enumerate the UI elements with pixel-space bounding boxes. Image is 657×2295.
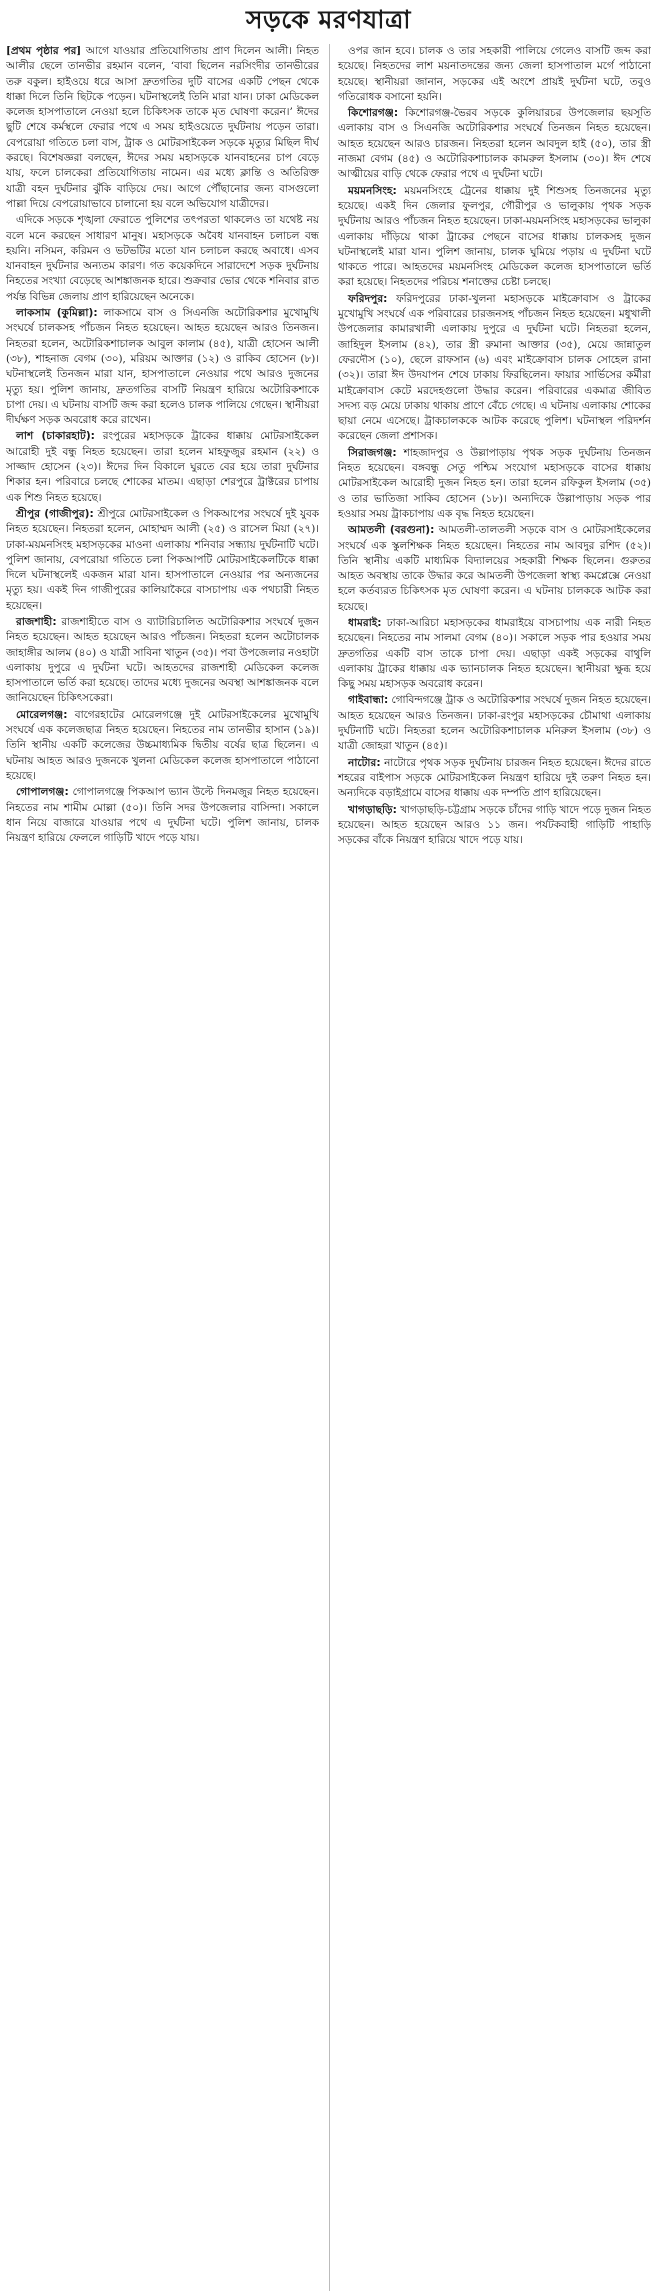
paragraph-text: গোপালগঞ্জে পিকআপ ভ্যান উল্টে দিনমজুর নিহত হয়েছেন। নিহতের নাম শামীম মোল্লা (৫০)। তিনি সদর উপজেলার বাসিন্দা। সকালে ধান নিয়ে বাজারে যাওয়ার পথে এ দুর্ঘটনা ঘটে। পুলিশ জানায়, চালক নিয়ন্ত্রণ হারিয়ে ফেললে গাড়িটি খাদে পড়ে যায়। bbox=[6, 786, 319, 845]
paragraph bbox=[6, 785, 319, 846]
paragraph bbox=[6, 429, 319, 505]
paragraph bbox=[338, 756, 651, 802]
paragraph-text: আমতলী-তালতলী সড়কে বাস ও মোটরসাইকেলের সংঘর্ষে এক স্কুলশিক্ষক নিহত হয়েছেন। নিহতের নাম আবদুর রশিদ (৫২)। তিনি স্থানীয় একটি মাধ্যমিক বিদ্যালয়ের সহকারী শিক্ষক ছিলেন। গুরুতর আহত অবস্থায় তাকে উদ্ধার করে আমতলী উপজেলা স্বাস্থ্য কমপ্লেক্সে নেওয়া হলে কর্তব্যরত চিকিৎসক মৃত ঘোষণা করেন। এ ঘটনায় চালককে আটক করা হয়েছে। bbox=[338, 524, 651, 613]
district-dateline: গোপালগঞ্জ: bbox=[16, 786, 69, 799]
district-dateline: সিরাজগঞ্জ: bbox=[348, 446, 397, 459]
district-dateline: মোরেলগঞ্জ: bbox=[16, 708, 68, 721]
paragraph bbox=[6, 213, 319, 305]
district-dateline: ফরিদপুর: bbox=[348, 292, 388, 305]
district-dateline: খাগড়াছড়ি: bbox=[348, 803, 397, 816]
paragraph bbox=[338, 44, 651, 105]
paragraph-text: ময়মনসিংহে ট্রেনের ধাক্কায় দুই শিশুসহ তিনজনের মৃত্যু হয়েছে। একই দিন জেলার ফুলপুর, গৌরীপুর ও ভালুকায় পৃথক সড়ক দুর্ঘটনায় আরও পাঁচজন নিহত হয়েছেন। ঢাকা-ময়মনসিংহ মহাসড়কের ভালুকা এলাকায় দাঁড়িয়ে থাকা ট্রাকের পেছনে বাসের ধাক্কায় চালকসহ দুজন ঘটনাস্থলেই মারা যান। পুলিশ জানায়, চালক ঘুমিয়ে পড়ায় এ দুর্ঘটনা ঘটে থাকতে পারে। আহতদের ময়মনসিংহ মেডিকেল কলেজ হাসপাতালে ভর্তি করা হয়েছে। নিহতদের পরিচয় শনাক্তের চেষ্টা চলছে। bbox=[338, 184, 651, 289]
paragraph bbox=[6, 44, 319, 212]
continuation-label: [প্রথম পৃষ্ঠার পর] bbox=[6, 45, 82, 57]
district-dateline: কিশোরগঞ্জ: bbox=[348, 107, 399, 120]
district-dateline: নাটোর: bbox=[348, 756, 381, 769]
paragraph bbox=[6, 306, 319, 428]
district-dateline: শ্রীপুর (গাজীপুর): bbox=[16, 507, 94, 520]
paragraph-text: ফরিদপুরের ঢাকা-খুলনা মহাসড়কে মাইক্রোবাস ও ট্রাকের মুখোমুখি সংঘর্ষে এক পরিবারের চারজনসহ পাঁচজন নিহত হয়েছেন। মধুখালী উপজেলার কামারখালী এলাকায় দুপুরে এ দুর্ঘটনা ঘটে। নিহতরা হলেন, জাহিদুল ইসলাম (৪২), তার স্ত্রী রুমানা আক্তার (৩৫), মেয়ে জান্নাতুল ফেরদৌস (১০), ছেলে রাফসান (৬) এবং মাইক্রোবাস চালক সোহেল রানা (৩২)। তারা ঈদ উদযাপন শেষে ঢাকায় ফিরছিলেন। ফায়ার সার্ভিসের কর্মীরা মাইক্রোবাস কেটে মরদেহগুলো উদ্ধার করেন। পরিবারের একমাত্র জীবিত সদস্য বড় মেয়ে ঢাকায় থাকায় প্রাণে বেঁচে গেছে। এ ঘটনায় এলাকায় শোকের ছায়া নেমে এসেছে। ট্রাকচালককে আটক করেছে পুলিশ। ঘটনাস্থল পরিদর্শন করেছেন জেলা প্রশাসক। bbox=[338, 292, 651, 443]
paragraph bbox=[338, 693, 651, 754]
district-dateline: গাইবান্ধা: bbox=[348, 694, 389, 707]
article-body bbox=[6, 44, 651, 2291]
paragraph bbox=[6, 507, 319, 614]
paragraph-text: খাগড়াছড়ি-চট্টগ্রাম সড়কে চাঁদের গাড়ি খাদে পড়ে দুজন নিহত হয়েছেন। আহত হয়েছেন আরও ১১ জন। পর্যটকবাহী গাড়িটি পাহাড়ি সড়কের বাঁকে নিয়ন্ত্রণ হারিয়ে খাদে পড়ে যায়। bbox=[338, 803, 651, 847]
paragraph-text: গোবিন্দগঞ্জে ট্রাক ও অটোরিকশার সংঘর্ষে দুজন নিহত হয়েছেন। আহত হয়েছেন আরও তিনজন। ঢাকা-রংপুর মহাসড়কের চৌমাথা এলাকায় দুর্ঘটনাটি ঘটে। নিহতরা হলেন অটোরিকশাচালক মনিরুল ইসলাম (৩৮) ও যাত্রী জোহরা খাতুন (৪৫)। bbox=[338, 694, 651, 753]
paragraph-text: ঢাকা-আরিচা মহাসড়কের ধামরাইয়ে বাসচাপায় এক নারী নিহত হয়েছেন। নিহতের নাম সালমা বেগম (৪০)। সকালে সড়ক পার হওয়ার সময় দ্রুতগতির একটি বাস তাকে চাপা দেয়। এছাড়া একই সড়কের বাথুলি এলাকায় ট্রাকের ধাক্কায় এক ভ্যানচালক নিহত হয়েছেন। স্থানীয়রা ক্ষুব্ধ হয়ে কিছু সময় মহাসড়ক অবরোধ করেন। bbox=[338, 616, 651, 691]
paragraph-text: রংপুরের মহাসড়কে ট্রাকের ধাক্কায় মোটরসাইকেল আরোহী দুই বন্ধু নিহত হয়েছেন। তারা হলেন মাহফুজুর রহমান (২২) ও সাজ্জাদ হোসেন (২৩)। ঈদের দিন বিকালে ঘুরতে বের হয়ে তারা দুর্ঘটনার শিকার হন। পরিবারে চলছে শোকের মাতম। এছাড়া শেরপুরে ট্রাক্টরের চাপায় এক শিশু নিহত হয়েছে। bbox=[6, 430, 319, 504]
column-left bbox=[6, 44, 319, 2291]
paragraph-text: শ্রীপুরে মোটরসাইকেল ও পিকআপের সংঘর্ষে দুই যুবক নিহত হয়েছেন। নিহতরা হলেন, মোহাম্মদ আলী (২৫) ও রাসেল মিয়া (২৭)। ঢাকা-ময়মনসিংহ মহাসড়কের মাওনা এলাকায় শনিবার সন্ধ্যায় দুর্ঘটনাটি ঘটে। পুলিশ জানায়, বেপরোয়া গতিতে চলা পিকআপটি মোটরসাইকেলটিকে ধাক্কা দিলে ঘটনাস্থলেই একজন মারা যান। হাসপাতালে নেওয়ার পর অন্যজনের মৃত্যু হয়। একই দিন গাজীপুরের কালিয়াকৈরে বাসচাপায় এক পথচারী নিহত হয়েছেন। bbox=[6, 507, 319, 612]
paragraph-text: লাকসামে বাস ও সিএনজি অটোরিকশার মুখোমুখি সংঘর্ষে চালকসহ পাঁচজন নিহত হয়েছেন। আহত হয়েছেন আরও তিনজন। নিহতরা হলেন, অটোরিকশাচালক আবুল কালাম (৪৫), যাত্রী হোসেন আলী (৩৮), শাহনাজ বেগম (৩০), মরিয়ম আক্তার (১২) ও রাকিব হোসেন (৮)। ঘটনাস্থলেই তিনজন মারা যান, হাসপাতালে নেওয়ার পথে আরও দুজনের মৃত্যু হয়। পুলিশ জানায়, দ্রুতগতির বাসটি নিয়ন্ত্রণ হারিয়ে অটোরিকশাকে চাপা দেয়। এ ঘটনায় বাসটি জব্দ করা হলেও চালক পালিয়ে গেছেন। স্থানীয়রা দীর্ঘক্ষণ সড়ক অবরোধ করে রাখেন। bbox=[6, 307, 319, 427]
district-dateline: ময়মনসিংহ: bbox=[348, 184, 397, 197]
paragraph bbox=[338, 616, 651, 692]
paragraph-text: ওপর জান হবে। চালক ও তার সহকারী পালিয়ে গেলেও বাসটি জব্দ করা হয়েছে। নিহতদের লাশ ময়নাতদন্তের জন্য জেলা হাসপাতাল মর্গে পাঠানো হয়েছে। স্থানীয়রা জানান, সড়কের এই অংশে প্রায়ই দুর্ঘটনা ঘটে, তবুও গতিরোধক বসানো হয়নি। bbox=[338, 45, 651, 103]
district-dateline: রাজশাহী: bbox=[16, 615, 57, 628]
paragraph-text: রাজশাহীতে বাস ও ব্যাটারিচালিত অটোরিকশার সংঘর্ষে দুজন নিহত হয়েছেন। আহত হয়েছেন আরও পাঁচজন। নিহতরা হলেন অটোচালক জাহাঙ্গীর আলম (৪০) ও যাত্রী সাবিনা খাতুন (৩৫)। পবা উপজেলার নওহাটা এলাকায় দুপুরে এ দুর্ঘটনা ঘটে। আহতদের রাজশাহী মেডিকেল কলেজ হাসপাতালে ভর্তি করা হয়েছে। তাদের মধ্যে দুজনের অবস্থা আশঙ্কাজনক বলে জানিয়েছেন চিকিৎসকেরা। bbox=[6, 615, 319, 705]
paragraph-text: বাগেরহাটের মোরেলগঞ্জে দুই মোটরসাইকেলের মুখোমুখি সংঘর্ষে এক কলেজছাত্র নিহত হয়েছেন। নিহতের নাম তানভীর হাসান (১৯)। তিনি স্থানীয় একটি কলেজের উচ্চমাধ্যমিক দ্বিতীয় বর্ষের ছাত্র ছিলেন। এ ঘটনায় আহত আরও দুজনকে খুলনা মেডিকেল কলেজ হাসপাতালে পাঠানো হয়েছে। bbox=[6, 708, 319, 782]
paragraph-text: আগে যাওয়ার প্রতিযোগিতায় প্রাণ দিলেন আলী। নিহত আলীর ছেলে তানভীর রহমান বলেন, ‘বাবা ছিলেন নরসিংদীর তানভীরের তরু বকুল। হাইওয়ে ধরে আসা দ্রুতগতির দুটি বাসের একটি পেছন থেকে ধাক্কা দিলে তিনি ছিটকে পড়েন। ঘটনাস্থলেই তিনি মারা যান। ঢাকা মেডিকেল কলেজ হাসপাতালে নেওয়া হলে চিকিৎসক তাকে মৃত ঘোষণা করেন।’ ঈদের ছুটি শেষে কর্মস্থলে ফেরার পথে এ সময় হাইওয়েতে দুর্ঘটনায় পড়েন তারা। বেপরোয়া গতিতে চলা বাস, ট্রাক ও মোটরসাইকেল সড়কে মৃত্যুর মিছিল দীর্ঘ করছে। বিশেষজ্ঞরা বলছেন, ঈদের সময় মহাসড়কে যানবাহনের চাপ বেড়ে যায়, ফলে চালকেরা প্রতিযোগিতায় নামেন। এর মধ্যে ক্লান্তি ও অতিরিক্ত যাত্রী বহন দুর্ঘটনার ঝুঁকি বাড়িয়ে দেয়। আগে পৌঁছানোর জন্য বাসগুলো পাল্লা দিয়ে বেপরোয়াভাবে চালানো হয় বলে অভিযোগ যাত্রীদের। bbox=[6, 45, 319, 210]
paragraph bbox=[338, 523, 651, 615]
paragraph bbox=[338, 292, 651, 445]
paragraph bbox=[6, 708, 319, 784]
paragraph bbox=[338, 803, 651, 849]
district-dateline: ধামরাই: bbox=[348, 616, 382, 629]
paragraph-text: কিশোরগঞ্জ-ভৈরব সড়কে কুলিয়ারচর উপজেলার ছয়সূতি এলাকায় বাস ও সিএনজি অটোরিকশার সংঘর্ষে তিনজন নিহত হয়েছেন। আহত হয়েছেন আরও চারজন। নিহতরা হলেন আবদুল হাই (৫০), তার স্ত্রী নাজমা বেগম (৪৫) ও অটোরিকশাচালক কামরুল ইসলাম (৩০)। ঈদ শেষে আত্মীয়ের বাড়ি থেকে ফেরার পথে এ দুর্ঘটনা ঘটে। bbox=[338, 107, 651, 181]
paragraph bbox=[338, 184, 651, 291]
district-dateline: লাকসাম (কুমিল্লা): bbox=[16, 307, 98, 320]
headline: সড়কে মরণযাত্রা bbox=[245, 5, 412, 34]
paragraph-text: নাটোরে পৃথক সড়ক দুর্ঘটনায় চারজন নিহত হয়েছেন। ঈদের রাতে শহরের বাইপাস সড়কে মোটরসাইকেল নিয়ন্ত্রণ হারিয়ে দুই তরুণ নিহত হন। অন্যদিকে বড়াইগ্রামে বাসের ধাক্কায় এক দম্পতি প্রাণ হারিয়েছেন। bbox=[338, 756, 651, 800]
district-dateline: আমতলী (বরগুনা): bbox=[348, 524, 435, 537]
district-dateline: লাশ (চাকারহাট): bbox=[16, 430, 95, 443]
paragraph-text: এদিকে সড়কে শৃঙ্খলা ফেরাতে পুলিশের তৎপরতা থাকলেও তা যথেষ্ট নয় বলে মনে করছেন সাধারণ মানুষ। মহাসড়কে অবৈধ যানবাহন চলাচল বন্ধ হয়নি। নসিমন, করিমন ও ভটভটির মতো যান চলাচল করছে অবাধে। এসব যানবাহন দুর্ঘটনার অন্যতম কারণ। গত কয়েকদিনে সারাদেশে সড়ক দুর্ঘটনায় নিহতের সংখ্যা বেড়েছে আশঙ্কাজনক হারে। শুক্রবার ভোর থেকে শনিবার রাত পর্যন্ত বিভিন্ন জেলায় প্রাণ হারিয়েছেন অনেকে। bbox=[6, 214, 319, 303]
paragraph bbox=[6, 615, 319, 707]
paragraph bbox=[338, 446, 651, 522]
paragraph bbox=[338, 106, 651, 182]
paragraph-text: শাহজাদপুর ও উল্লাপাড়ায় পৃথক সড়ক দুর্ঘটনায় তিনজন নিহত হয়েছেন। বঙ্গবন্ধু সেতু পশ্চিম সংযোগ মহাসড়কে বাসের ধাক্কায় মোটরসাইকেল আরোহী দুজন নিহত হন। তারা হলেন রফিকুল ইসলাম (৩৫) ও তার ভাতিজা সাকিব হোসেন (১৮)। অন্যদিকে উল্লাপাড়ায় সড়ক পার হওয়ার সময় ট্রাকচাপায় এক বৃদ্ধ নিহত হয়েছেন। bbox=[338, 446, 651, 520]
column-right bbox=[329, 44, 651, 2291]
